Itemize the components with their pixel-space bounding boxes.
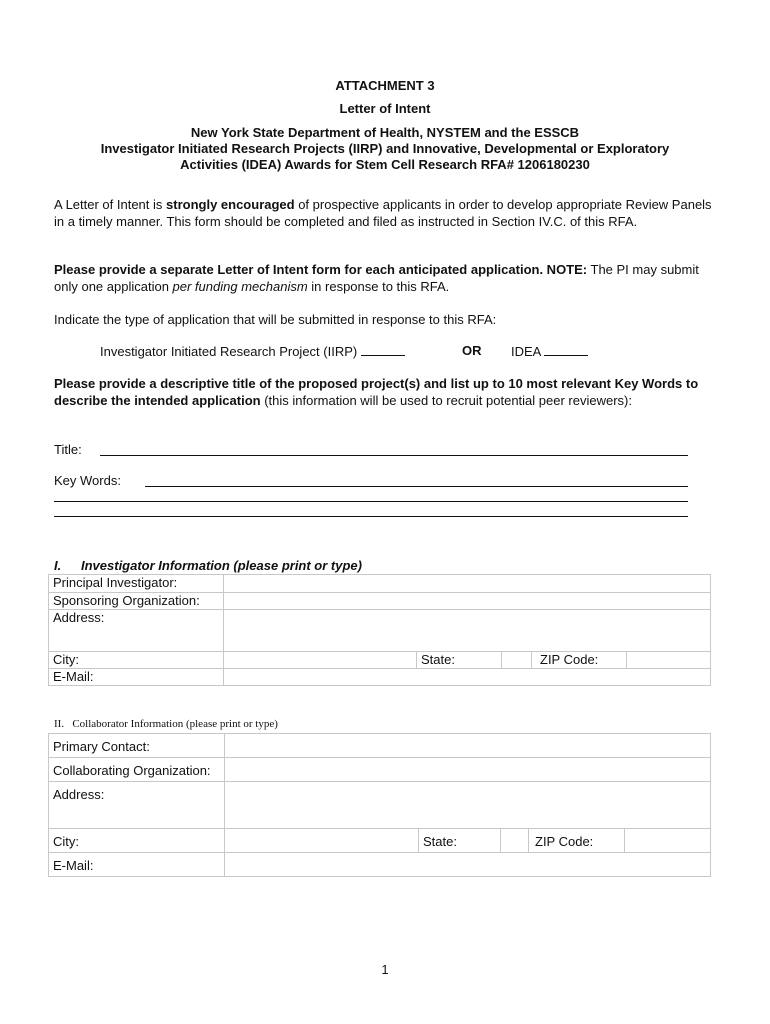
intro-text-a: A Letter of Intent is — [54, 197, 167, 212]
collaborator-table — [48, 733, 711, 877]
separate-loi-paragraph — [54, 262, 714, 295]
keywords-label: Key Words: — [54, 473, 121, 488]
iirp-option — [100, 343, 405, 359]
table-row — [49, 829, 711, 853]
table-row — [49, 853, 711, 877]
sponsoring-org-label: Sponsoring Organization: — [49, 593, 224, 610]
iirp-label: Investigator Initiated Research Project (IIRP) — [100, 344, 358, 359]
collaborating-org-label: Collaborating Organization: — [49, 758, 225, 782]
pi-label: Principal Investigator: — [49, 575, 224, 593]
collab-state-label: State: — [419, 829, 501, 853]
idea-option — [511, 343, 588, 359]
title-keywords-prompt — [54, 376, 714, 409]
state-input[interactable] — [502, 652, 532, 669]
city-input[interactable] — [224, 652, 417, 669]
table-row — [49, 652, 711, 669]
address-label: Address: — [49, 610, 224, 652]
keywords-input-line-3[interactable] — [54, 516, 688, 517]
zip-input[interactable] — [627, 652, 711, 669]
collab-state-input[interactable] — [501, 829, 529, 853]
address-input[interactable] — [224, 610, 711, 652]
collab-zip-label: ZIP Code: — [529, 829, 625, 853]
attachment-label: ATTACHMENT 3 — [335, 78, 435, 93]
table-row — [49, 758, 711, 782]
section-1-heading — [54, 558, 362, 573]
collab-city-label: City: — [49, 829, 225, 853]
city-label: City: — [49, 652, 224, 669]
separate-loi-bold: Please provide a separate Letter of Intent form for each anticipated application. NOTE: — [54, 262, 588, 277]
intro-text-b: of prospective applicants in order to develop appropriate Review Panels in a timely manner. This form should be completed and filed as instructed in Section IV.C. of this RFA. — [54, 197, 712, 229]
state-label: State: — [417, 652, 502, 669]
email-input[interactable] — [224, 669, 711, 686]
table-row — [49, 782, 711, 829]
table-row — [49, 593, 711, 610]
keywords-input-line-1[interactable] — [145, 486, 688, 487]
table-row — [49, 734, 711, 758]
title-prompt-bold: Please provide a descriptive title of the proposed project(s) and list up to 10 most relevant Key Words to describe the intended application — [54, 376, 699, 408]
primary-contact-label: Primary Contact: — [49, 734, 225, 758]
separate-loi-text-b: in response to this RFA. — [307, 278, 450, 294]
iirp-blank[interactable] — [361, 343, 405, 356]
email-label: E-Mail: — [49, 669, 224, 686]
idea-blank[interactable] — [544, 343, 588, 356]
section-1-number: I. — [54, 558, 62, 573]
table-row — [49, 669, 711, 686]
title-label: Title: — [54, 442, 82, 457]
table-row — [49, 610, 711, 652]
section-2-heading: II. Collaborator Information (please print or type) — [54, 718, 278, 730]
collab-address-label: Address: — [49, 782, 225, 829]
header-line-3: Activities (IDEA) Awards for Stem Cell Research RFA# 1206180230 — [180, 157, 590, 172]
collab-email-label: E-Mail: — [49, 853, 225, 877]
title-prompt-normal: (this information will be used to recruit potential peer reviewers): — [260, 392, 632, 408]
application-type-prompt: Indicate the type of application that will be submitted in response to this RFA: — [54, 312, 497, 327]
idea-label: IDEA — [511, 344, 541, 359]
intro-text-bold: strongly encouraged — [166, 197, 295, 212]
separate-loi-italic: per funding mechanism — [172, 278, 308, 294]
header-line-1: New York State Department of Health, NYSTEM and the ESSCB — [190, 125, 580, 140]
section-1-title: Investigator Information (please print or type) — [81, 558, 362, 573]
collab-city-input[interactable] — [225, 829, 419, 853]
intro-paragraph — [54, 197, 714, 230]
collab-zip-input[interactable] — [625, 829, 711, 853]
investigator-table — [48, 574, 711, 686]
header-line-2: Investigator Initiated Research Projects (IIRP) and Innovative, Developmental or Exploratory — [100, 141, 670, 156]
doc-title: Letter of Intent — [339, 101, 431, 116]
or-label: OR — [462, 343, 482, 358]
sponsoring-org-input[interactable] — [224, 593, 711, 610]
pi-input[interactable] — [224, 575, 711, 593]
collaborating-org-input[interactable] — [225, 758, 711, 782]
separate-loi-text-a: The PI may submit only one application — [54, 262, 699, 294]
primary-contact-input[interactable] — [225, 734, 711, 758]
title-input-line[interactable] — [100, 455, 688, 456]
zip-label: ZIP Code: — [532, 652, 627, 669]
page-number: 1 — [381, 962, 389, 977]
collab-email-input[interactable] — [225, 853, 711, 877]
table-row — [49, 575, 711, 593]
collab-address-input[interactable] — [225, 782, 711, 829]
keywords-input-line-2[interactable] — [54, 501, 688, 502]
